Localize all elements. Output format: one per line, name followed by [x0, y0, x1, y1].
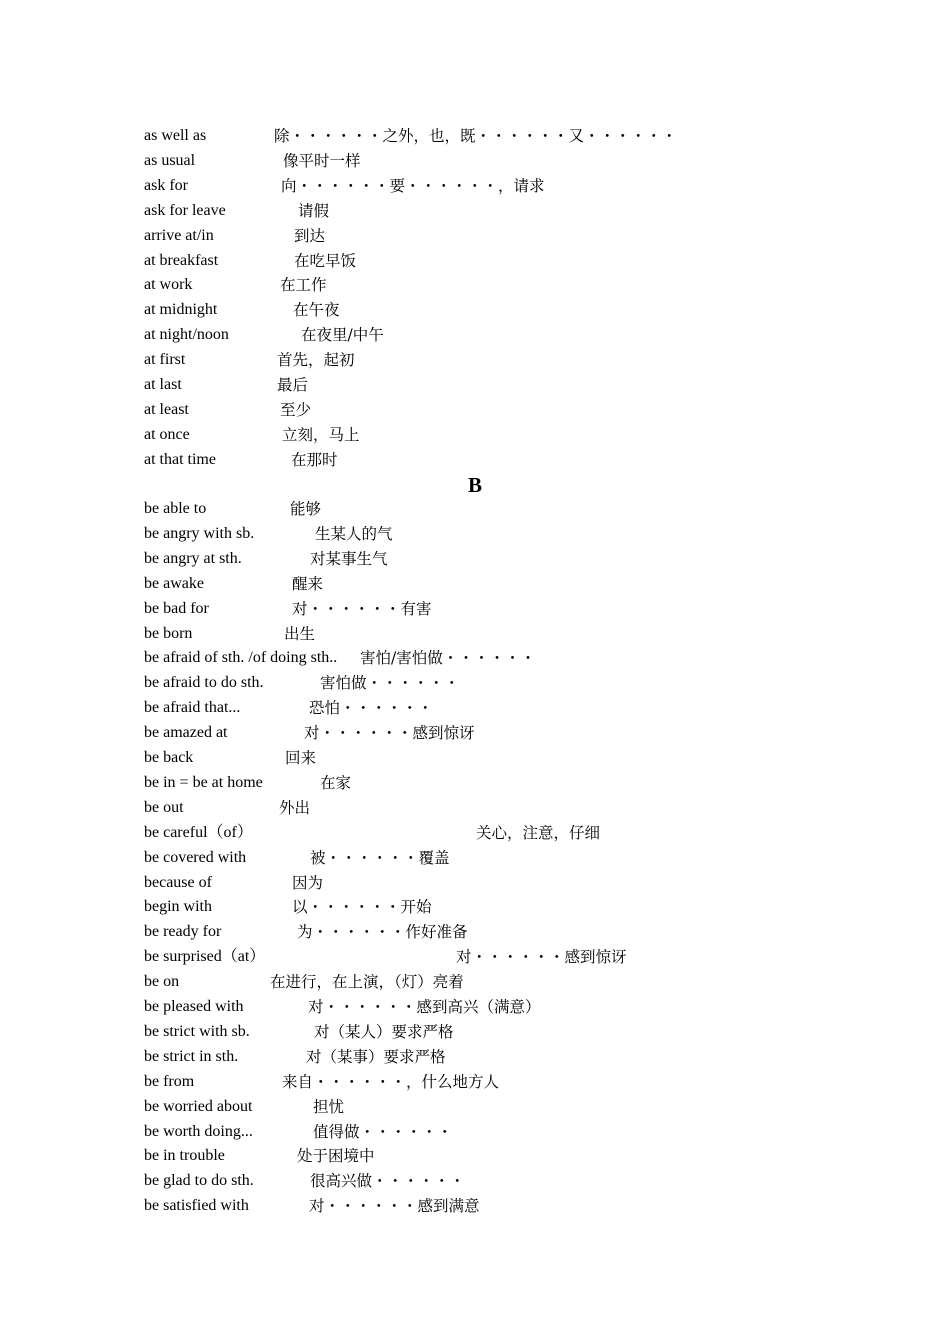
phrase-chinese: 回来: [285, 749, 317, 767]
phrase-row: [144, 671, 844, 695]
phrase-chinese: 为・・・・・・作好准备: [297, 923, 468, 942]
phrase-row: [144, 174, 844, 198]
phrase-row: [144, 373, 844, 397]
phrase-row: [144, 423, 844, 447]
phrase-row: [144, 348, 844, 372]
phrase-english: be bad for: [144, 599, 209, 617]
phrase-english: as well as: [144, 127, 207, 144]
phrase-chinese: 害怕做・・・・・・: [320, 674, 460, 693]
phrase-chinese: 到达: [294, 226, 326, 245]
phrase-english: be afraid that...: [144, 699, 241, 717]
phrase-english: ask for leave: [144, 201, 226, 219]
phrase-chinese: 在工作: [280, 276, 327, 295]
phrase-english: be surprised（at）: [144, 948, 266, 966]
phrase-row: [144, 597, 844, 621]
phrase-row: [144, 323, 844, 347]
phrase-english: ask for: [144, 176, 188, 194]
phrase-chinese: 外出: [279, 798, 311, 817]
phrase-row: [144, 646, 844, 670]
phrase-english: be on: [144, 973, 180, 991]
phrase-english: be amazed at: [144, 724, 228, 742]
phrase-english: be strict in sth.: [144, 1047, 239, 1065]
phrase-english: at least: [144, 400, 189, 418]
phrase-row: [144, 398, 844, 422]
phrase-english: at midnight: [144, 301, 218, 319]
phrase-english: be covered with: [144, 848, 247, 866]
phrase-chinese: 对（某事）要求严格: [306, 1047, 446, 1066]
phrase-english: be ready for: [144, 923, 222, 941]
phrase-row: [144, 1144, 844, 1168]
phrase-row: [144, 871, 844, 895]
phrase-english: be afraid to do sth.: [144, 674, 264, 692]
phrase-english: be strict with sb.: [144, 1022, 250, 1040]
phrase-english: at once: [144, 425, 190, 443]
phrase-row: [144, 224, 844, 248]
phrase-english: be afraid of sth. /of doing sth..: [144, 649, 338, 667]
phrase-chinese: 对某事生气: [310, 549, 388, 568]
section-heading-b: B: [467, 473, 482, 497]
phrase-chinese: 立刻，马上: [282, 425, 360, 444]
phrase-chinese: 请假: [298, 201, 330, 220]
phrase-row: [144, 721, 844, 745]
phrase-chinese: 在那时: [291, 450, 338, 469]
phrase-row: [144, 1095, 844, 1119]
phrase-english: begin with: [144, 898, 212, 916]
phrase-chinese: 醒来: [292, 574, 324, 593]
phrase-row: [144, 1045, 844, 1069]
phrase-english: be awake: [144, 574, 204, 592]
phrase-english: at work: [144, 276, 193, 294]
phrase-english: be angry at sth.: [144, 549, 242, 567]
phrase-row: [144, 821, 844, 845]
phrase-row: [144, 1020, 844, 1044]
phrase-english: be worried about: [144, 1097, 253, 1115]
phrase-row: [144, 945, 844, 969]
phrase-chinese: 恐怕・・・・・・: [309, 699, 434, 718]
phrase-row: [144, 970, 844, 994]
phrase-chinese: 对・・・・・・感到高兴（满意）: [308, 998, 541, 1016]
phrase-english: at last: [144, 376, 182, 393]
phrase-row: [144, 448, 844, 472]
phrase-row: [144, 572, 844, 596]
phrase-english: at that time: [144, 450, 216, 468]
phrase-row: [144, 622, 844, 646]
phrase-english: be satisfied with: [144, 1197, 249, 1215]
phrase-chinese: 以・・・・・・开始: [292, 898, 432, 917]
phrase-chinese: 对（某人）要求严格: [314, 1022, 454, 1041]
phrase-english: be in = be at home: [144, 773, 263, 791]
phrase-chinese: 对・・・・・・感到惊讶: [304, 724, 475, 743]
phrase-english: be worth doing...: [144, 1122, 253, 1140]
phrase-chinese: 处于困境中: [297, 1147, 375, 1166]
phrase-english: be angry with sb.: [144, 524, 255, 542]
phrase-english: be out: [144, 798, 184, 816]
phrase-english: be careful（of）: [144, 823, 253, 841]
phrase-row: [144, 249, 844, 273]
phrase-row: [144, 895, 844, 919]
phrase-row: [144, 1194, 844, 1218]
phrase-chinese: 害怕/害怕做・・・・・・: [360, 649, 536, 668]
phrase-chinese: 担忧: [313, 1097, 345, 1116]
phrase-row: [144, 746, 844, 770]
phrase-english: be born: [144, 624, 193, 642]
phrase-chinese: 值得做・・・・・・: [313, 1122, 453, 1141]
phrase-row: [144, 1120, 844, 1144]
phrase-chinese: 在吃早饭: [294, 251, 357, 270]
phrase-chinese: 出生: [284, 624, 316, 643]
phrase-chinese: 对・・・・・・感到满意: [309, 1197, 480, 1216]
phrase-row: [144, 995, 844, 1019]
phrase-english: arrive at/in: [144, 226, 214, 244]
phrase-chinese: 至少: [280, 400, 312, 419]
phrase-chinese: 因为: [292, 873, 324, 892]
phrase-chinese: 最后: [277, 376, 309, 394]
phrase-row: [144, 1070, 844, 1094]
phrase-chinese: 来自・・・・・・，什么地方人: [282, 1072, 500, 1091]
phrase-english: at first: [144, 351, 186, 369]
phrase-row: [144, 846, 844, 870]
phrase-row: [144, 920, 844, 944]
phrase-chinese: 能够: [290, 500, 322, 518]
phrase-row: [144, 298, 844, 322]
phrase-english: be glad to do sth.: [144, 1172, 254, 1190]
phrase-chinese: 对・・・・・・有害: [292, 599, 432, 618]
phrase-row: [144, 522, 844, 546]
phrase-chinese: 向・・・・・・要・・・・・・，请求: [281, 176, 545, 195]
phrase-english: be in trouble: [144, 1147, 225, 1165]
phrase-row: [144, 124, 844, 148]
phrase-english: as usual: [144, 151, 196, 169]
phrase-english: at night/noon: [144, 326, 229, 344]
phrase-chinese: 被・・・・・・覆盖: [310, 848, 450, 867]
phrase-english: because of: [144, 873, 212, 891]
phrase-row: [144, 273, 844, 297]
phrase-row: [144, 771, 844, 795]
phrase-english: be able to: [144, 500, 207, 517]
phrase-chinese: 像平时一样: [283, 151, 361, 170]
phrase-row: [144, 547, 844, 571]
phrase-chinese: 很高兴做・・・・・・: [310, 1172, 466, 1191]
phrase-english: be pleased with: [144, 998, 244, 1015]
phrase-chinese: 生某人的气: [315, 524, 393, 543]
phrase-english: be from: [144, 1072, 195, 1090]
phrase-chinese: 在家: [320, 773, 352, 792]
phrase-row: [144, 149, 844, 173]
phrase-chinese: 除・・・・・・之外，也，既・・・・・・又・・・・・・: [274, 127, 678, 145]
phrase-english: at breakfast: [144, 251, 219, 269]
phrase-row: [144, 796, 844, 820]
phrase-row: [144, 199, 844, 223]
phrase-chinese: 对・・・・・・感到惊讶: [456, 948, 627, 967]
phrase-english: be back: [144, 749, 194, 766]
phrase-chinese: 首先，起初: [277, 351, 355, 370]
phrase-row: [144, 1169, 844, 1193]
phrase-row: [144, 696, 844, 720]
phrase-chinese: 在午夜: [293, 301, 340, 320]
phrase-chinese: 关心，注意，仔细: [476, 823, 601, 842]
phrase-chinese: 在进行，在上演，（灯）亮着: [270, 973, 464, 992]
phrase-chinese: 在夜里/中午: [301, 326, 384, 345]
phrase-row: [144, 497, 844, 521]
